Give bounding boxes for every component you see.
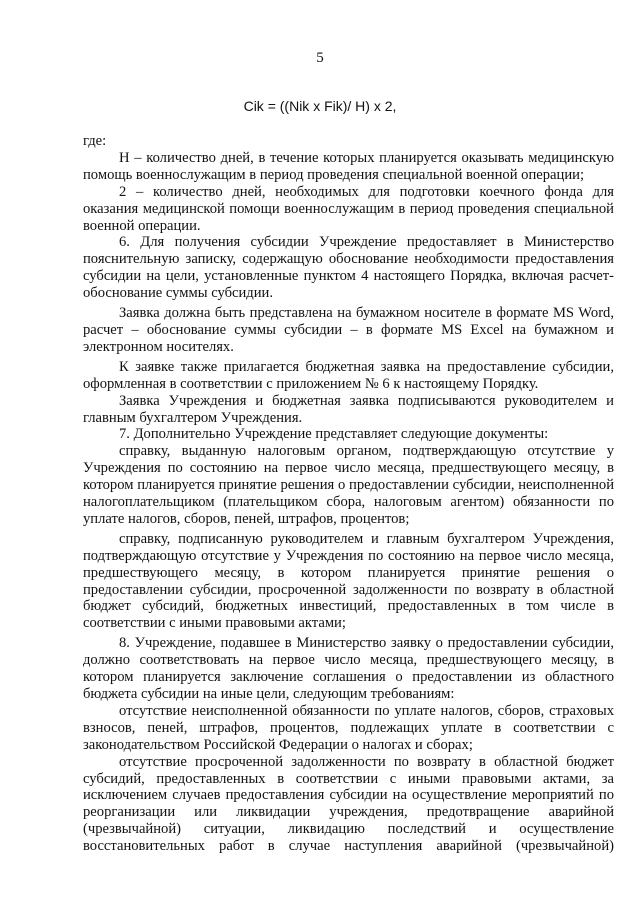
paragraph-item-6: 6. Для получения субсидии Учреждение предоставляет в Министерство пояснительную записку, содержащую обоснование необходимости предоставления субсидии на цели, установленные пунктом 4 настоящего Порядка, включая расчет-обоснование суммы субсидии. [83,234,614,302]
document-body [83,133,614,855]
paragraph-h-definition: Н – количество дней, в течение которых планируется оказывать медицинскую помощь военнослужащим в период проведения специальной военной операции; [83,149,614,183]
formula: Cik = ((Nik x Fik)/ H) x 2, [243,98,397,114]
paragraph-tax-certificate: справку, выданную налоговым органом, подтверждающую отсутствие у Учреждения по состоянию на первое число месяца, предшествующего месяцу, в котором планируется принятие решения о предоставлении субсидии, неисполненной налогоплательщиком (плательщиком сбора, налоговым агентом) обязанности по уплате налогов, сборов, пеней, штрафов, процентов; [83,443,614,527]
paragraph-budget-application: К заявке также прилагается бюджетная заявка на предоставление субсидии, оформленная в соответствии с приложением № 6 к настоящему Порядку. [83,358,614,392]
paragraph-item-8: 8. Учреждение, подавшее в Министерство заявку о предоставлении субсидии, должно соответствовать на первое число месяца, предшествующего месяцу, в котором планируется заключение соглашения о предоставлении из областного бюджета субсидии на иные цели, следующим требованиям: [83,635,614,702]
paragraph-requirement-debt: отсутствие просроченной задолженности по возврату в областной бюджет субсидий, предоставленных в соответствии с иными правовыми актами, за исключением случаев предоставления субсидии на осуществление мероприятий по реорганизации или ликвидации учреждения, предотвращение аварийной (чрезвычайной) ситуации, ликвидацию последствий и осуществление восстановительных работ в случае наступления аварийной (чрезвычайной) [83,753,614,855]
paragraph-requirement-taxes: отсутствие неисполненной обязанности по уплате налогов, сборов, страховых взносов, пеней, штрафов, процентов, подлежащих уплате в соответствии с законодательством Российской Федерации о налогах и сборах; [83,702,614,753]
paragraph-item-7: 7. Дополнительно Учреждение представляет следующие документы: [119,426,549,443]
paragraph-signatures: Заявка Учреждения и бюджетная заявка подписываются руководителем и главным бухгалтером Учреждения. [83,392,614,426]
page-number: 5 [316,50,324,66]
paragraph-2-definition: 2 – количество дней, необходимых для подготовки коечного фонда для оказания медицинской помощи военнослужащим в период проведения специальной военной операции. [83,183,614,234]
paragraph-application-format: Заявка должна быть представлена на бумажном носителе в формате MS Word, расчет – обоснование суммы субсидии – в формате MS Excel на бумажном и электронном носителях. [83,305,614,355]
paragraph-debt-certificate: справку, подписанную руководителем и главным бухгалтером Учреждения, подтверждающую отсутствие у Учреждения по состоянию на первое число месяца, предшествующего месяцу, в котором планируется принятие решения о предоставлении субсидии, просроченной задолженности по возврату в областной бюджет субсидий, бюджетных инвестиций, предоставленных в том числе в соответствии с иными правовыми актами; [83,530,614,632]
where-label: где: [83,133,107,149]
